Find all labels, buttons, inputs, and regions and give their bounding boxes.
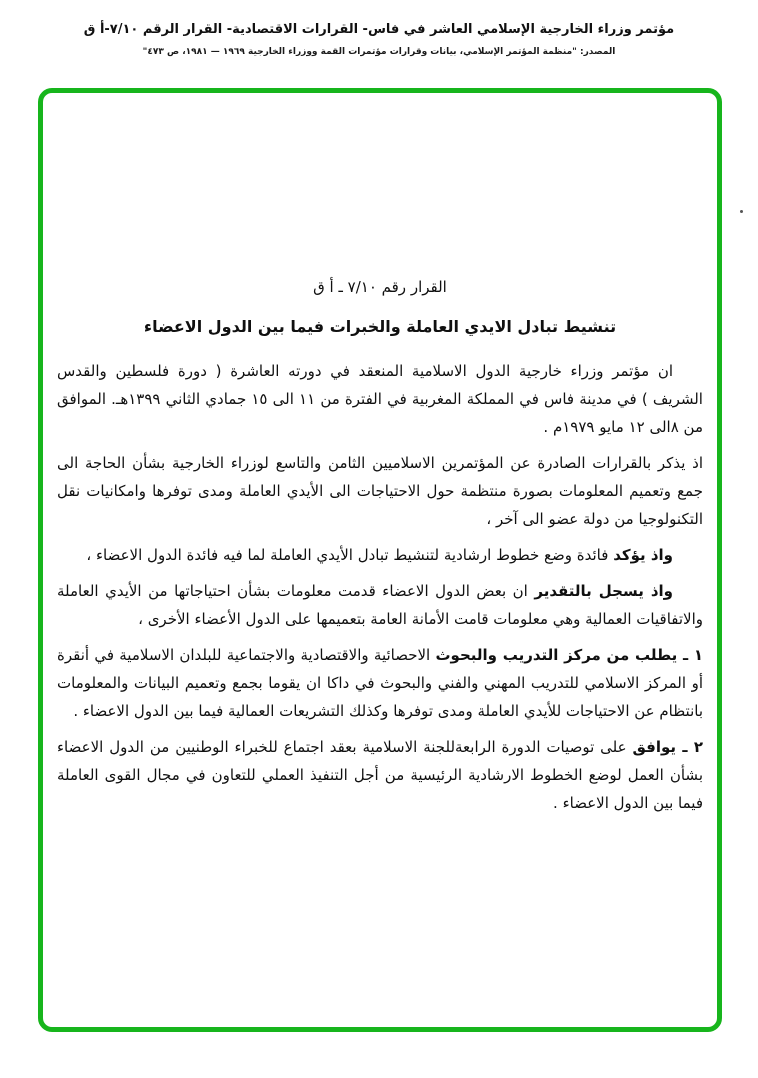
paragraph-noting: [57, 577, 703, 633]
paragraph-noting-lead: واذ يسجل بالتقدير: [534, 582, 673, 600]
resolution-number: القرار رقم ٧/١٠ ـ أ ق: [313, 278, 447, 296]
paragraph-operative-1-text: الاحصائية والاقتصادية والاجتماعية للبلدان الاسلامية في أنقرة أو المركز الاسلامي للتدريب المهني والفني والبحوث في داكا ان يقوما بجمع وتعميم البيانات والمعلومات بانتظام عن الاحتياجات للأيدي العاملة ومدى توفرها وكذلك التشريعات العمالية فيما بين الدول الاعضاء .: [57, 646, 703, 720]
header-title: مؤتمر وزراء الخارجية الإسلامي العاشر في فاس- القرارات الاقتصادية- القرار الرقم ٧/١٠-أ ق: [83, 22, 675, 37]
paragraph-noting-text: ان بعض الدول الاعضاء قدمت معلومات بشأن احتياجاتها من الأيدي العاملة والاتفاقيات العمالية وهي معلومات قامت الأمانة العامة بتعميمها على الدول الأعضاء الأخرى ،: [57, 582, 703, 628]
paragraph-recalling-text: اذ يذكر بالقرارات الصادرة عن المؤتمرين الاسلاميين الثامن والتاسع لوزراء الخارجية بشأن الحاجة الى جمع وتعميم المعلومات بصورة منتظمة حول الاحتياجات الى الأيدي العاملة ومدى توفرها وامكانيات نقل التكنولوجيا من دولة عضو الى آخر ،: [57, 454, 703, 528]
document-body: [43, 93, 717, 817]
document-green-frame: [38, 88, 722, 1032]
paragraph-operative-2-lead: ٢ ـ يوافق: [632, 738, 703, 756]
paragraph-operative-1-lead: ١ ـ يطلب من مركز التدريب والبحوث: [435, 646, 703, 664]
page-header: [0, 20, 758, 57]
paragraph-operative-2-text: على توصيات الدورة الرابعةللجنة الاسلامية بعقد اجتماع للخبراء الوطنيين من الدول الاعضاء بشأن العمل لوضع الخطوط الارشادية الرئيسية من أجل التنفيذ العملي للتعاون في مجال القوى العاملة فيما بين الدول الاعضاء .: [57, 738, 703, 812]
paragraph-affirming-lead: واذ يؤكد: [613, 546, 673, 564]
paragraph-affirming-text: فائدة وضع خطوط ارشادية لتنشيط تبادل الأيدي العاملة لما فيه فائدة الدول الاعضاء ،: [86, 546, 614, 564]
paragraph-operative-1: [57, 641, 703, 725]
paragraph-affirming: [57, 541, 703, 569]
paragraph-operative-2: [57, 733, 703, 817]
scan-artifact-dot: [740, 210, 743, 213]
header-source-line: المصدر: "منظمة المؤتمر الإسلامي، بيانات وقرارات مؤتمرات القمة ووزراء الخارجية ١٩٦٩ — ١٩٨١، ص ٤٧٣": [142, 47, 616, 57]
resolution-title: تنشيط تبادل الايدي العاملة والخبرات فيما بين الدول الاعضاء: [143, 317, 617, 336]
paragraph-recalling: [57, 449, 703, 533]
paragraph-preamble-text: ان مؤتمر وزراء خارجية الدول الاسلامية المنعقد في دورته العاشرة ( دورة فلسطين والقدس الشريف ) في مدينة فاس في المملكة المغربية في الفترة من ١١ الى ١٥ جمادي الثاني ١٣٩٩هـ. الموافق من ٨الى ١٢ مايو ١٩٧٩م .: [57, 362, 703, 436]
paragraph-preamble: [57, 357, 703, 441]
